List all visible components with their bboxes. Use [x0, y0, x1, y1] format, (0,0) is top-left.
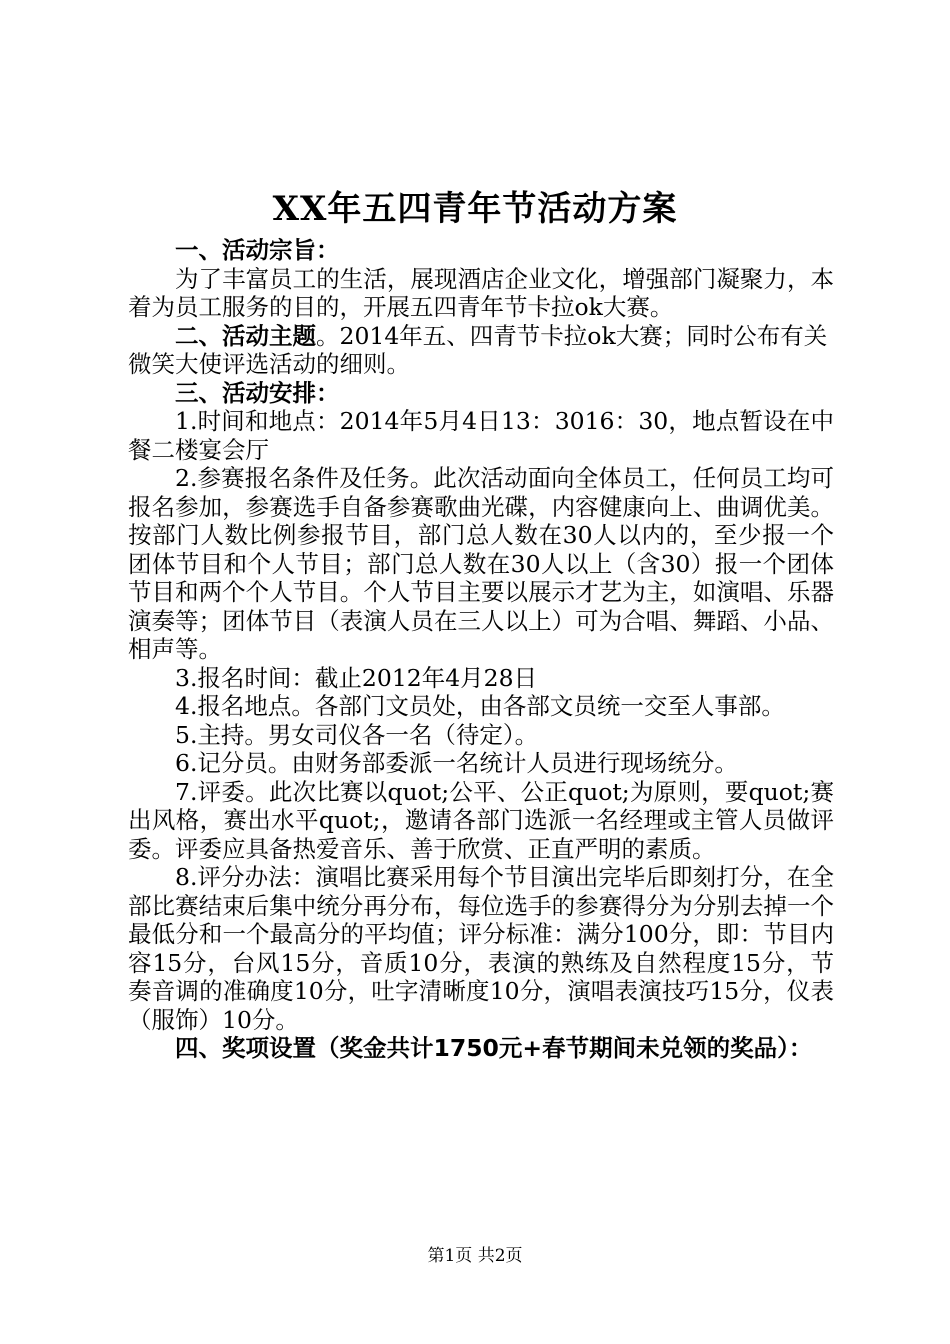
list-item-judges: 7.评委。此次比赛以quot;公平、公正quot;为原则，要quot;赛出风格，赛出水平quot;，邀请各部门选派一名经理或主管人员做评委。评委应具备热爱音乐、善于欣赏、正直严明的素质。 [128, 777, 834, 863]
paragraph-theme: 。2014年五、四青节卡拉ok大赛；同时公布有关微笑大使评选活动的细则。 [128, 321, 828, 378]
section-theme [128, 322, 834, 379]
document-title: XX年五四青年节活动方案 [272, 189, 678, 229]
list-item-scoring-method: 8.评分办法：演唱比赛采用每个节目演出完毕后即刻打分，在全部比赛结束后集中统分再分布，每位选手的参赛得分为分别去掉一个最低分和一个最高分的平均值；评分标准：满分100分，即：节目内容15分，台风15分，音质10分，表演的熟练及自然程度15分，节奏音调的准确度10分，吐字清晰度10分，演唱表演技巧15分，仪表（服饰）10分。 [128, 863, 834, 1034]
list-item-registration-place: 4.报名地点。各部门文员处，由各部文员统一交至人事部。 [175, 692, 785, 720]
section-heading-awards: 四、奖项设置（奖金共计1750元+春节期间未兑领的奖品）： [175, 1034, 813, 1062]
list-item-registration-conditions: 2.参赛报名条件及任务。此次活动面向全体员工，任何员工均可报名参加，参赛选手自备参赛歌曲光碟，内容健康向上、曲调优美。按部门人数比例参报节目，部门总人数在30人以内的，至少报一个团体节目和个人节目；部门总人数在30人以上（含30）报一个团体节目和两个个人节目。个人节目主要以展示才艺为主，如演唱、乐器演奏等；团体节目（表演人员在三人以上）可为合唱、舞蹈、小品、相声等。 [128, 464, 834, 663]
paragraph-purpose: 为了丰富员工的生活，展现酒店企业文化，增强部门凝聚力，本着为员工服务的目的，开展五四青年节卡拉ok大赛。 [128, 264, 834, 321]
section-heading-purpose: 一、活动宗旨： [175, 236, 340, 264]
section-heading-theme: 二、活动主题 [175, 321, 316, 350]
list-item-registration-time: 3.报名时间：截止2012年4月28日 [175, 663, 538, 692]
document-body [128, 236, 834, 1063]
list-item-host: 5.主持。男女司仪各一名（待定）。 [175, 720, 539, 749]
section-heading-arrangement: 三、活动安排： [175, 378, 340, 407]
list-item-time-location: 1.时间和地点：2014年5月4日13：3016：30，地点暂设在中餐二楼宴会厅 [128, 407, 834, 464]
page-footer: 第1页 共2页 [427, 1246, 523, 1266]
list-item-scorer: 6.记分员。由财务部委派一名统计人员进行现场统分。 [175, 749, 738, 777]
